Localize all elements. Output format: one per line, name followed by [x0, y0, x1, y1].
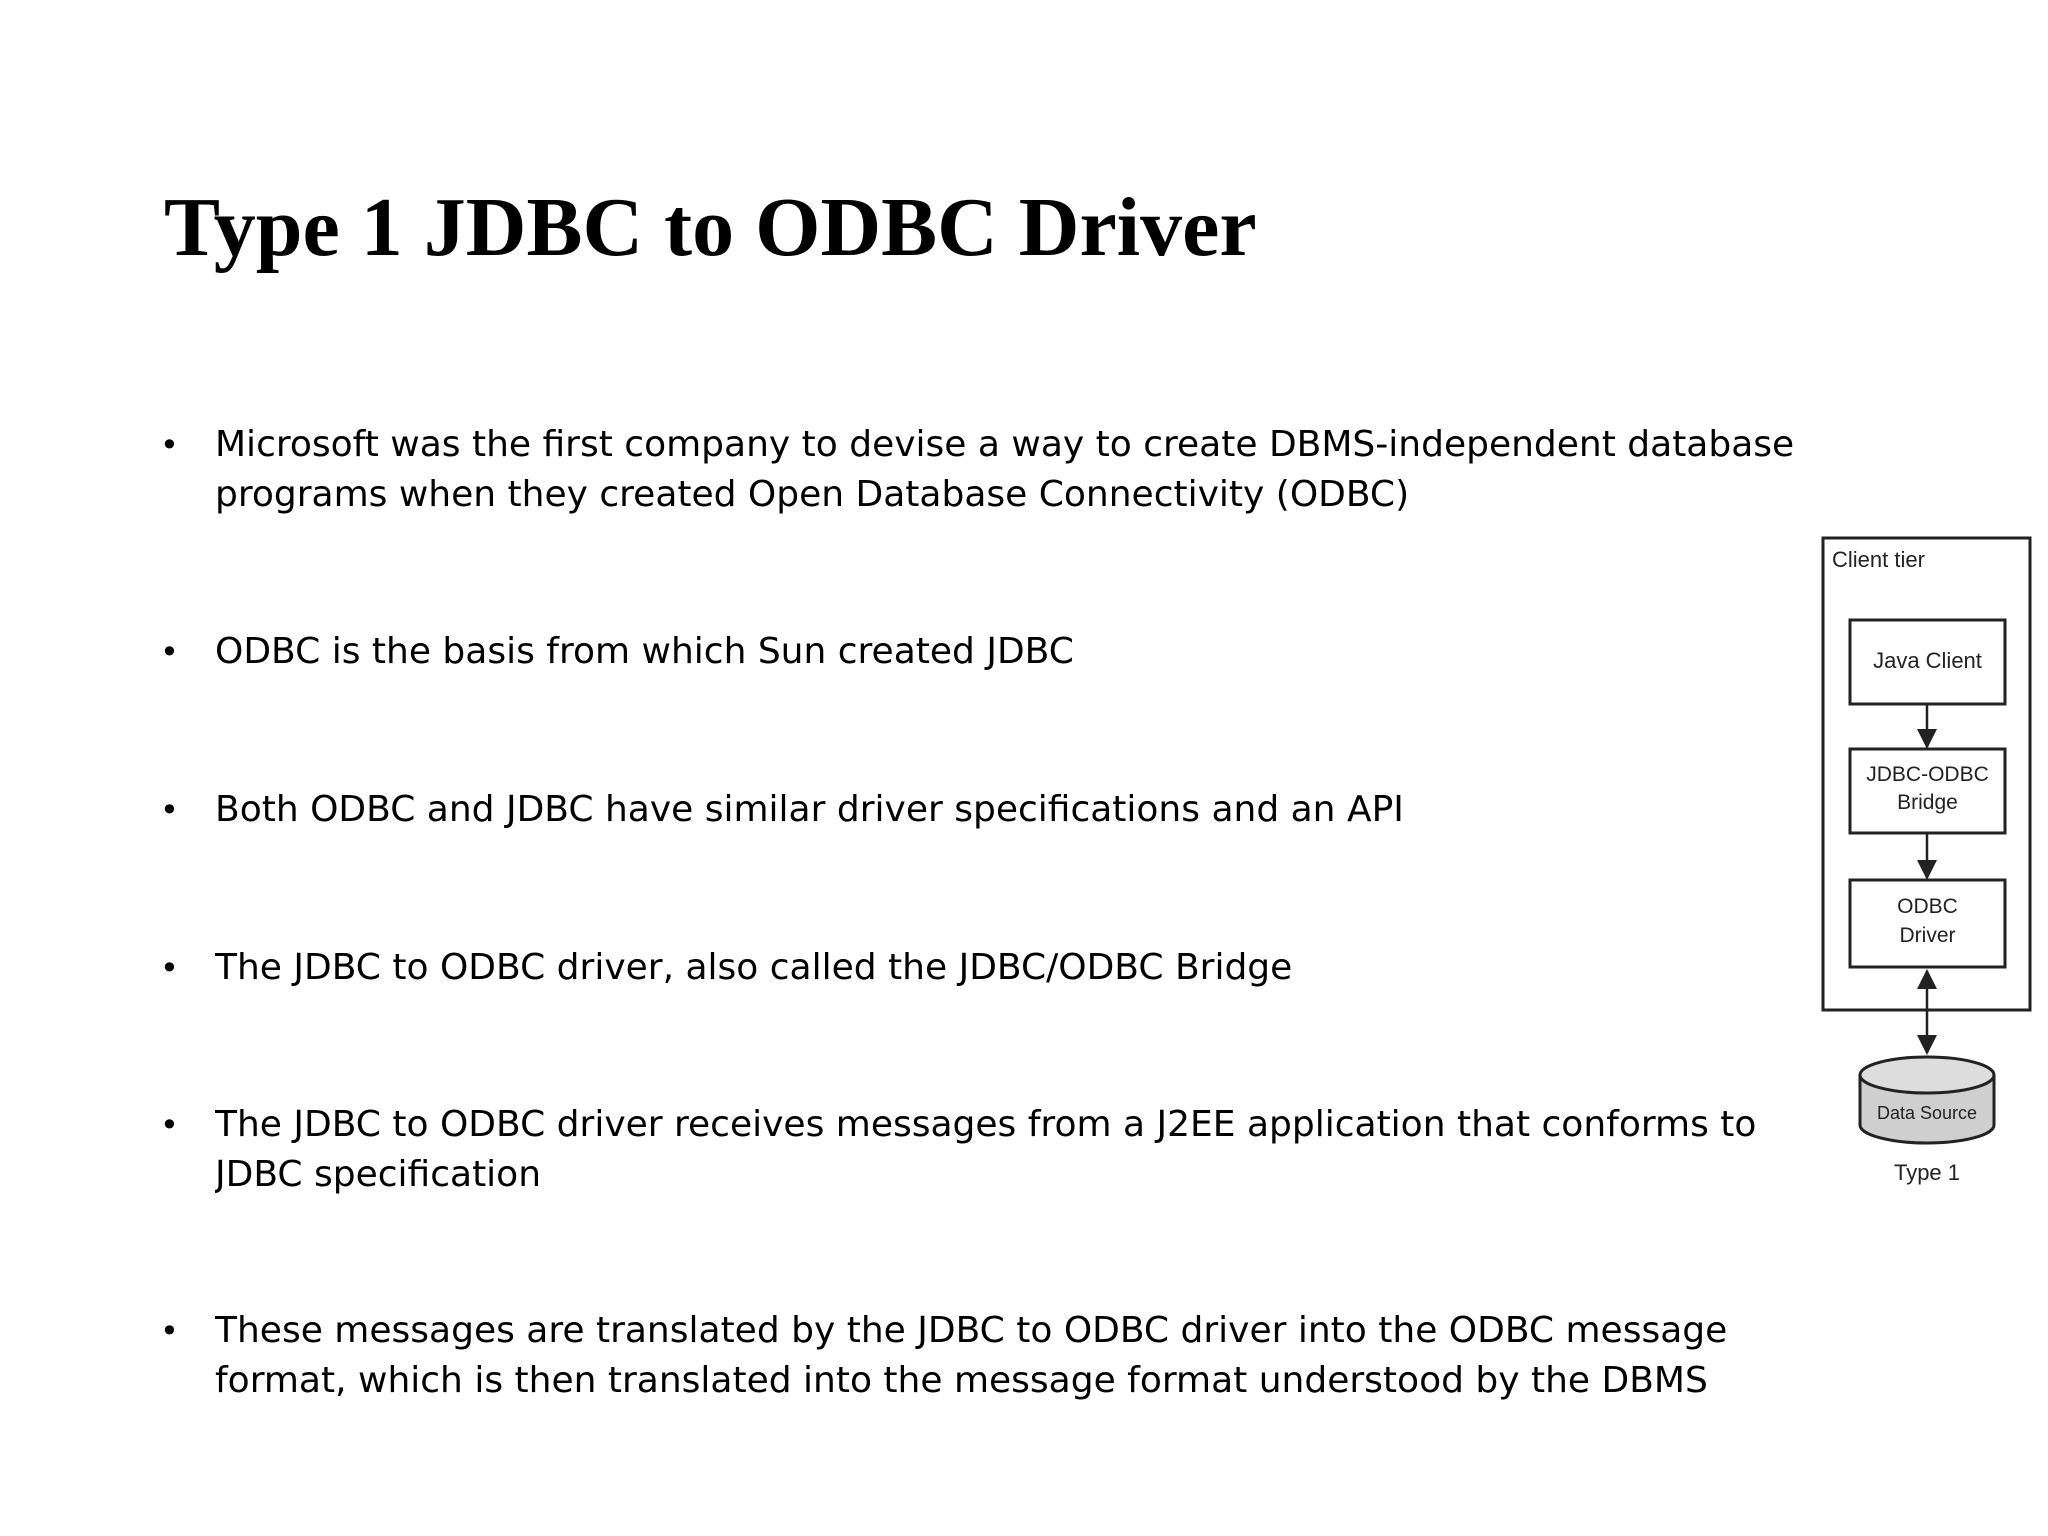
- odbc-label-line1: ODBC: [1897, 895, 1958, 918]
- bullet-item: [160, 420, 1880, 520]
- bullet-marker: •: [160, 791, 179, 829]
- bridge-label-line1: JDBC-ODBC: [1866, 763, 1989, 786]
- bullet-marker: •: [160, 633, 179, 671]
- bridge-label-line2: Bridge: [1897, 791, 1958, 814]
- bullet-item: [160, 1306, 1880, 1406]
- bullet-item: [160, 943, 1880, 993]
- bullet-marker: •: [160, 949, 179, 987]
- bullet-marker: •: [160, 426, 179, 464]
- type1-caption: Type 1: [1893, 1160, 1961, 1185]
- bullet-text: The JDBC to ODBC driver, also called the JDBC/ODBC Bridge: [215, 947, 1293, 988]
- client-tier-label: Client tier: [1832, 547, 1925, 572]
- data-source-label: Data Source: [1876, 1103, 1978, 1123]
- type1-architecture-diagram: [1820, 535, 2040, 1205]
- bullet-item: [160, 627, 1880, 677]
- java-client-label: Java Client: [1873, 648, 1982, 673]
- bullet-text: Both ODBC and JDBC have similar driver specifications and an API: [215, 789, 1404, 830]
- slide-title: Type 1 JDBC to ODBC Driver: [164, 181, 1257, 274]
- bullet-marker: •: [160, 1312, 179, 1350]
- bullet-item: [160, 785, 1880, 835]
- bullet-text: Microsoft was the first company to devise a way to create DBMS-independent database programs when they created Open Database Connectivity (ODBC): [215, 424, 1795, 515]
- odbc-label-line2: Driver: [1899, 924, 1956, 947]
- bullet-text: These messages are translated by the JDBC to ODBC driver into the ODBC message format, which is then translated into the message format understood by the DBMS: [215, 1310, 1728, 1401]
- bullet-text: The JDBC to ODBC driver receives messages from a J2EE application that conforms to JDBC specification: [215, 1104, 1757, 1195]
- bullet-item: [160, 1100, 1880, 1200]
- data-source-cylinder-top: [1860, 1057, 1994, 1093]
- bullet-text: ODBC is the basis from which Sun created JDBC: [215, 631, 1074, 672]
- bullet-marker: •: [160, 1106, 179, 1144]
